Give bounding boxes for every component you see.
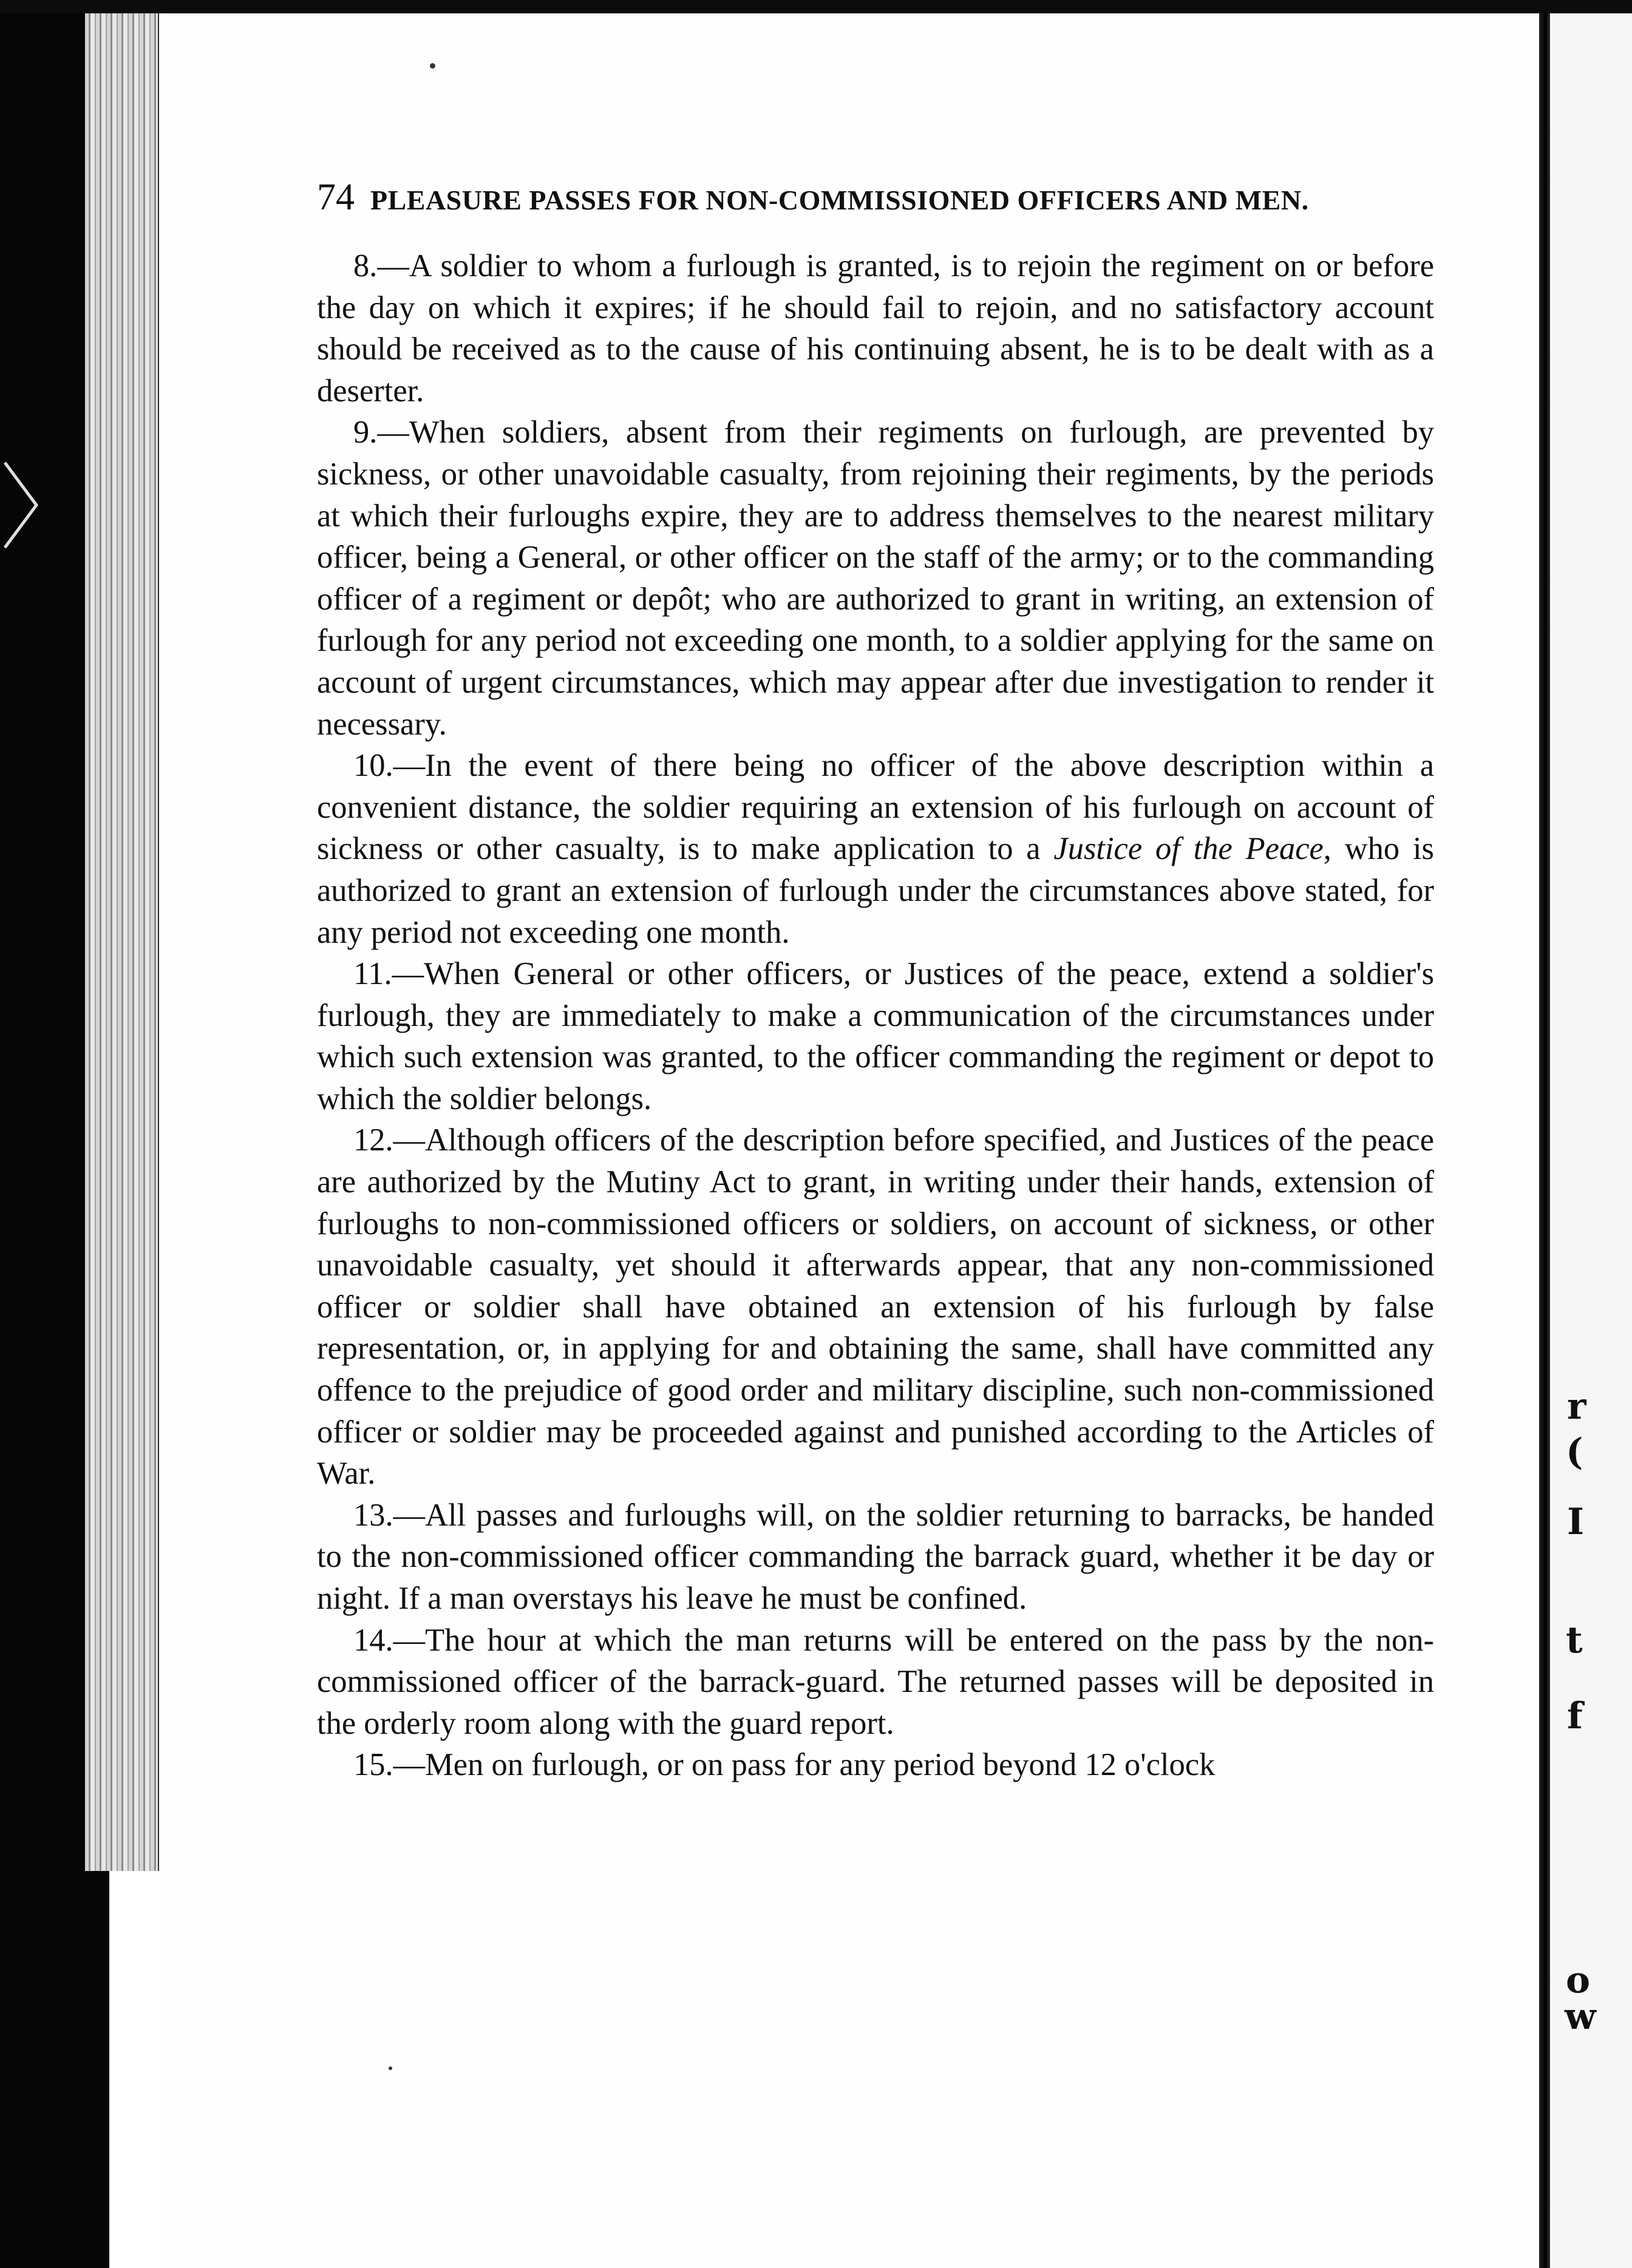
justice-of-the-peace-emphasis: Justice of the Peace	[1053, 831, 1324, 867]
paragraph-10-text-end: , who is authorized to grant an extension of furlough under the circumstances above stated, for any period not exceeding one month.	[317, 831, 1434, 950]
paragraph-15: 15.—Men on furlough, or on pass for any period beyond 12 o'clock	[353, 1747, 1216, 1783]
paragraph-10	[317, 745, 1434, 953]
scan-top-border	[0, 0, 1632, 13]
running-head	[317, 176, 1410, 225]
paragraph-12: 12.—Although officers of the description before specified, and Justices of the peace are authorized by the Mutiny Act to grant, in writing under their hands, extension of furloughs to non-commissioned officers or soldiers, on account of sickness, or other unavoidable casualty, yet should it afterwards appear, that any non-commissioned officer or soldier shall have obtained an extension of his furlough by false representation, or, in applying for and obtaining the same, shall have committed any offence to the prejudice of good order and military discipline, such non-commissioned officer or soldier may be proceeded against and punished according to the Articles of War.	[317, 1122, 1434, 1492]
paragraph-10-text: 10.—In the event of there being no officer of the above description within a convenient distance, the soldier requiring an extension of his furlough on account of sickness or other casualty, is to make application to a	[317, 748, 1434, 867]
facing-page-edge	[1550, 13, 1632, 2268]
facing-page-fragment: f	[1567, 1695, 1583, 1737]
facing-page-fragment: t	[1566, 1619, 1583, 1662]
paragraph-8: 8.—A soldier to whom a furlough is granted, is to rejoin the regiment on or before the day on which it expires; if he should fail to rejoin, and no satisfactory account should be received as to the cause of his continuing absent, he is to be dealt with as a deserter.	[317, 248, 1434, 409]
scan-dust-speck	[430, 63, 435, 69]
paragraph-9: 9.—When soldiers, absent from their regiments on furlough, are prevented by sickness, or other unavoidable casualty, from rejoining their regiments, by the periods at which their furloughs expire, they are to address themselves to the nearest military officer, being a General, or other officer on the staff of the army; or to the commanding officer of a regiment or depôt; who are authorized to grant in writing, an extension of furlough for any period not exceeding one month, to a soldier applying for the same on account of urgent circumstances, which may appear after due investigation to render it necessary.	[317, 415, 1434, 742]
paragraph-14: 14.—The hour at which the man returns will be entered on the pass by the non-commissioned officer of the barrack-guard. The returned passes will be deposited in the orderly room along with the guard report.	[317, 1622, 1434, 1741]
paragraph-11: 11.—When General or other officers, or Justices of the peace, extend a soldier's furlough, they are immediately to make a communication of the circumstances under which such extension was granted, to the officer commanding the regiment or depot to which the soldier belongs.	[317, 956, 1434, 1116]
scan-dust-speck	[389, 2066, 392, 2070]
facing-page-fragment: r	[1567, 1385, 1586, 1428]
page-curl-mark	[0, 438, 73, 572]
body-text	[317, 245, 1434, 1786]
book-page-edges	[85, 13, 160, 1871]
paragraph-13: 13.—All passes and furloughs will, on the soldier returning to barracks, be handed to the non-commissioned officer commanding the barrack guard, whether it be day or night. If a man overstays his leave he must be confined.	[317, 1497, 1434, 1616]
facing-page-fragment: w	[1565, 1995, 1596, 2038]
running-title: PLEASURE PASSES FOR NON-COMMISSIONED OFFICERS AND MEN.	[370, 185, 1309, 216]
facing-page-fragment: o	[1566, 1959, 1591, 2001]
book-gutter	[1539, 13, 1550, 2268]
facing-page-fragment: (	[1566, 1431, 1583, 1473]
facing-page-fragment: I	[1567, 1501, 1585, 1543]
page-number: 74	[317, 177, 355, 218]
